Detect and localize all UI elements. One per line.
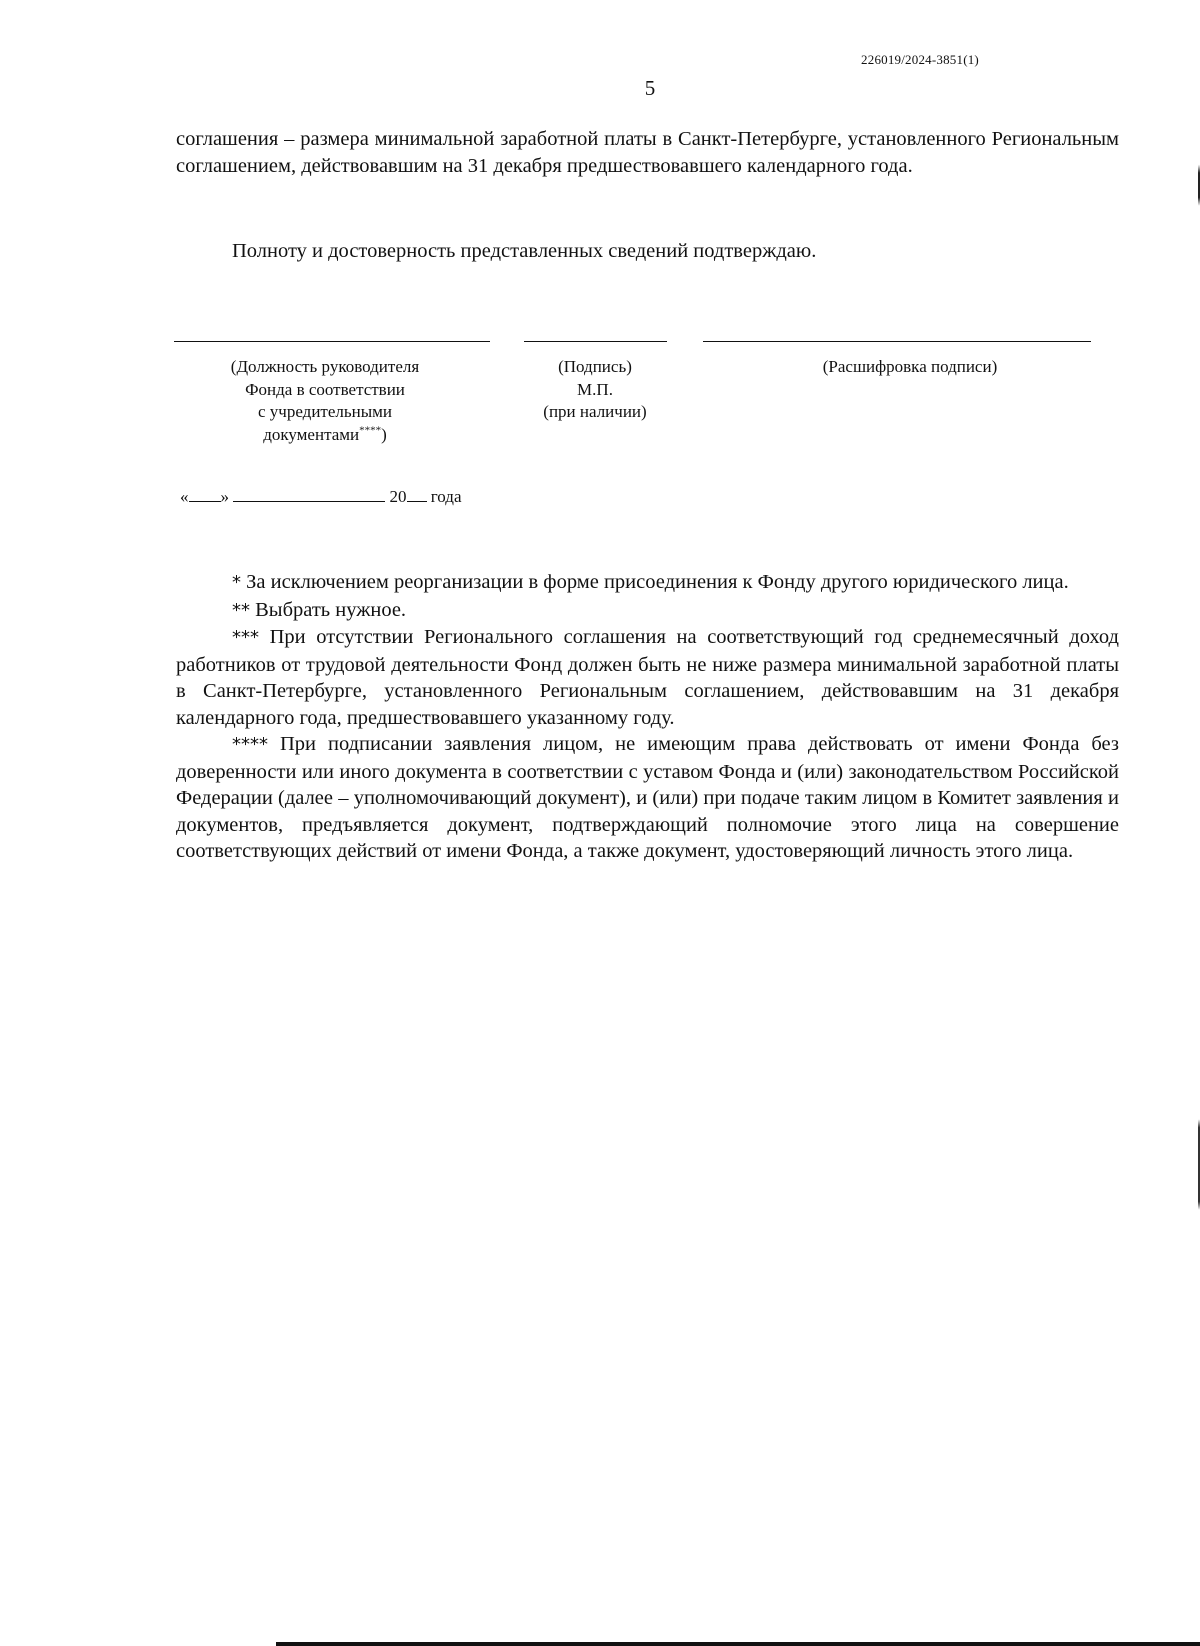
signature-decoding-line	[703, 341, 1091, 342]
page-number: 5	[644, 76, 656, 100]
year-prefix: 20	[389, 487, 407, 506]
position-caption-line: (Должность руководителя	[230, 357, 420, 376]
day-blank	[189, 487, 221, 502]
year-blank	[407, 487, 427, 502]
footnote-3	[176, 624, 1119, 731]
position-caption-line	[190, 424, 460, 447]
footnote-mark: **	[232, 599, 250, 621]
year-word: года	[430, 487, 462, 506]
signature-caption-line: М.П.	[577, 379, 613, 399]
date-close-quote: »	[220, 487, 229, 506]
position-caption-line: с учредительными	[258, 402, 392, 421]
footnote-text: При подписании заявления лицом, не имеющим права действовать от имени Фонда без доверенности или иного документа в соответствии с уставом Фонда и (или) законодательством Российской Федерации (далее – уполномочивающий документ), и (или) при подаче таким лицом в Комитет заявления и документов, предъявляется документ, подтверждающий полномочие этого лица на совершение соответствующих действий от имени Фонда, а также документ, удостоверяющий личность этого лица.	[176, 733, 1119, 862]
footnote-4	[176, 731, 1119, 865]
date-field	[180, 487, 462, 507]
footnote-mark: ***	[232, 627, 259, 648]
document-registration-number: 226019/2024-3851(1)	[861, 52, 979, 67]
footnote-mark: ****	[232, 734, 268, 755]
signature-line	[524, 341, 667, 342]
footnote-text: При отсутствии Регионального соглашения на соответствующий год среднемесячный доход работников от трудовой деятельности Фонд должен быть не ниже размера минимальной заработной платы в Санкт-Петербурге, установленного Региональным соглашением, действовавшим на 31 декабря календарного года, предшествовавшего указанному году.	[176, 626, 1119, 729]
signature-caption-line: (при наличии)	[543, 402, 647, 421]
footnote-mark: *	[232, 572, 241, 593]
footnote-reference: ****	[359, 423, 382, 436]
scan-edge-artifact	[276, 1642, 1200, 1646]
month-blank	[233, 487, 385, 502]
position-caption	[190, 356, 460, 446]
decoding-caption: (Расшифровка подписи)	[822, 357, 998, 376]
footnote-text: Выбрать нужное.	[250, 598, 407, 621]
footnote-1	[176, 569, 1119, 597]
position-caption-close: )	[381, 424, 387, 444]
footnote-2	[176, 597, 1119, 625]
position-caption-word: документами	[263, 424, 360, 444]
position-caption-line: Фонда в соответствии	[245, 379, 405, 399]
footnote-text: За исключением реорганизации в форме присоединения к Фонду другого юридического лица.	[241, 571, 1069, 593]
position-signature-line	[174, 341, 490, 342]
date-open-quote: «	[180, 487, 189, 506]
signature-caption-line: (Подпись)	[558, 357, 632, 376]
signature-caption	[505, 356, 685, 424]
continuation-paragraph: соглашения – размера минимальной заработной платы в Санкт-Петербурге, установленного Региональным соглашением, действовавшим на 31 декабря предшествовавшего календарного года.	[176, 128, 1119, 177]
confirmation-statement: Полноту и достоверность представленных сведений подтверждаю.	[232, 240, 817, 262]
footnotes	[176, 569, 1119, 865]
